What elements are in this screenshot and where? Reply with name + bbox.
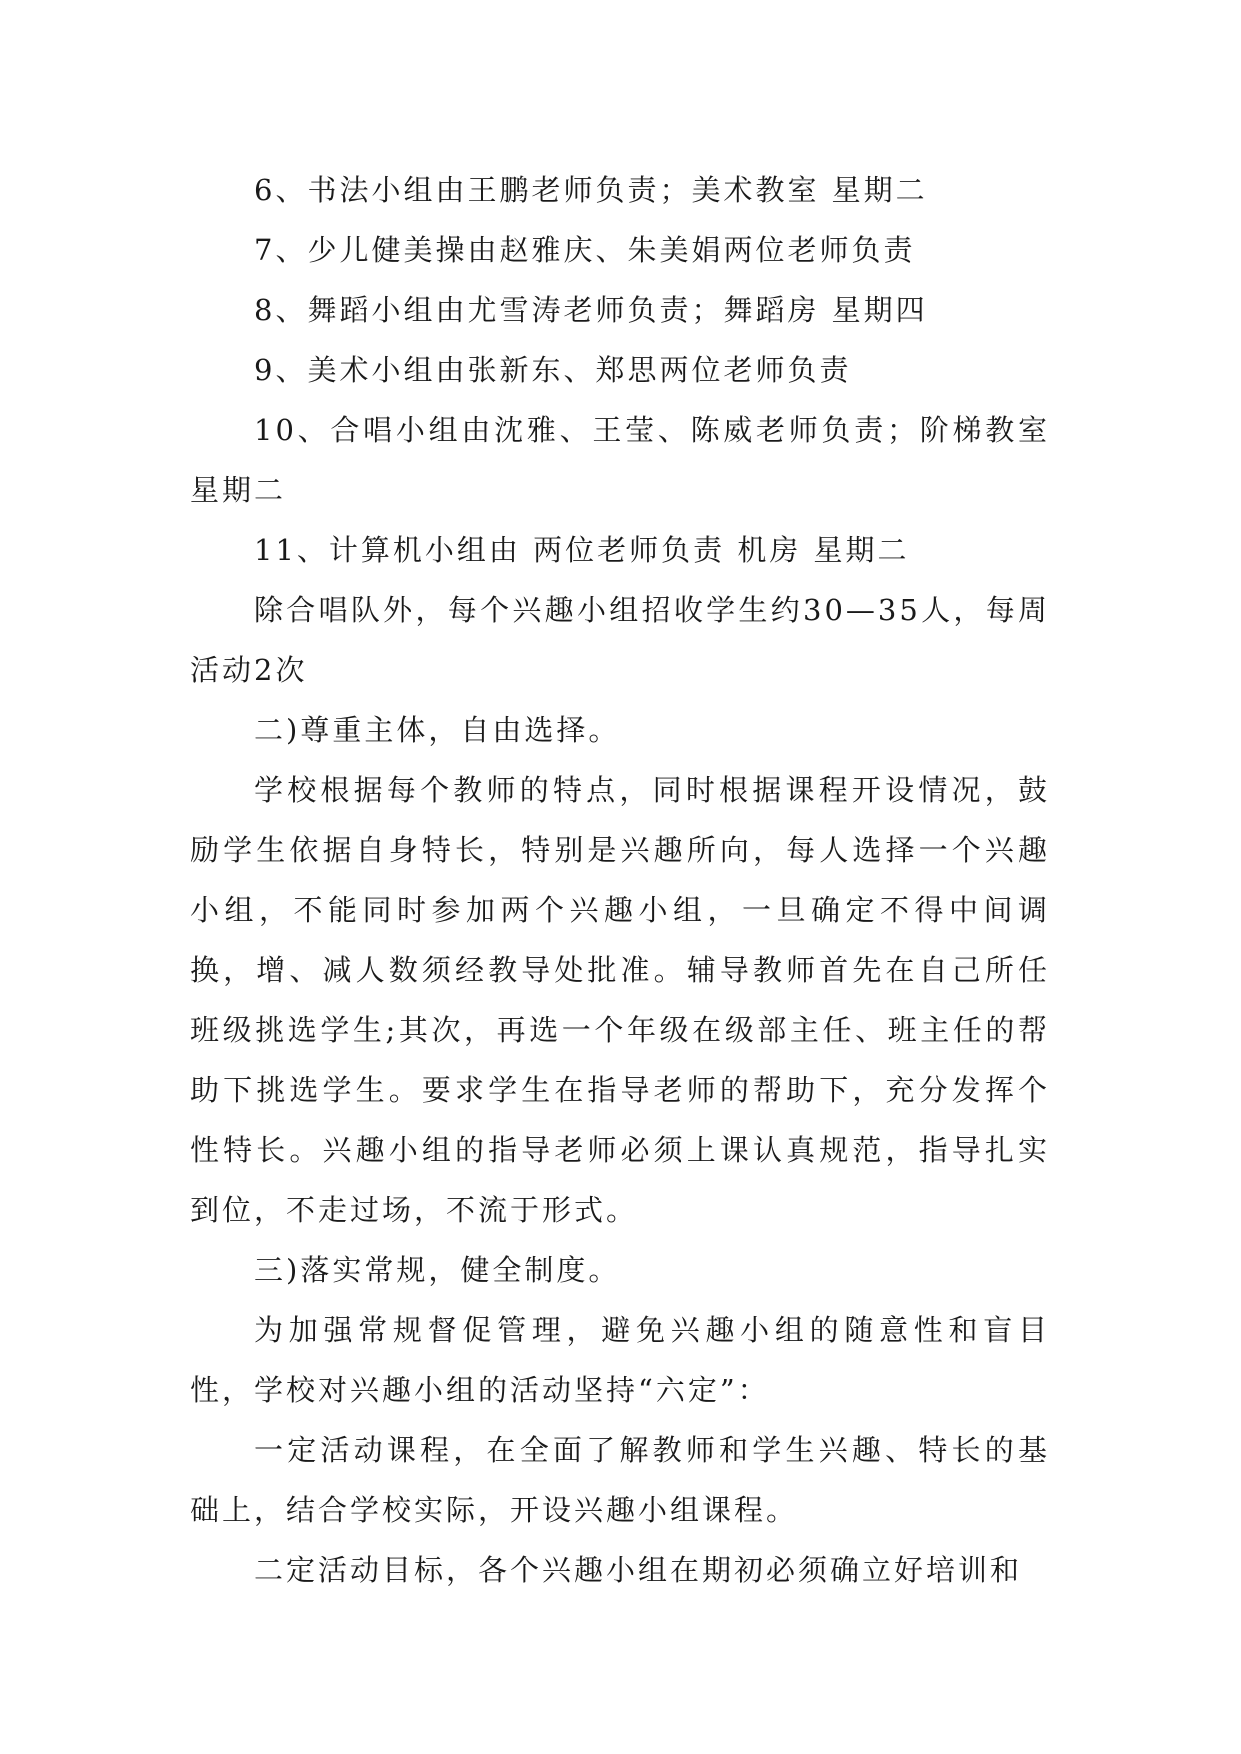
- paragraph-fixed-goals: 二定活动目标，各个兴趣小组在期初必须确立好培训和: [254, 1553, 1023, 1587]
- paragraph-aerobics-group: 7、少儿健美操由赵雅庆、朱美娟两位老师负责: [254, 233, 916, 267]
- section-heading-2: 二)尊重主体，自由选择。: [254, 713, 621, 747]
- paragraph-enrollment-note: 除合唱队外，每个兴趣小组招收学生约30—35人，每周活动2次: [190, 593, 1050, 687]
- paragraph-fixed-curriculum: 一定活动课程，在全面了解教师和学生兴趣、特长的基础上，结合学校实际，开设兴趣小组课程。: [190, 1433, 1050, 1527]
- paragraph-art-group: 9、美术小组由张新东、郑思两位老师负责: [254, 353, 852, 387]
- paragraph-calligraphy-group: 6、书法小组由王鹏老师负责；美术教室 星期二: [254, 173, 928, 207]
- paragraph-selection-rules: 学校根据每个教师的特点，同时根据课程开设情况，鼓励学生依据自身特长，特别是兴趣所向，每人选择一个兴趣小组，不能同时参加两个兴趣小组，一旦确定不得中间调换，增、减人数须经教导处批准。辅导教师首先在自己所任班级挑选学生;其次，再选一个年级在级部主任、班主任的帮助下挑选学生。要求学生在指导老师的帮助下，充分发挥个性特长。兴趣小组的指导老师必须上课认真规范，指导扎实到位，不走过场，不流于形式。: [190, 773, 1050, 1227]
- paragraph-dance-group: 8、舞蹈小组由尤雪涛老师负责；舞蹈房 星期四: [254, 293, 928, 327]
- section-heading-3: 三)落实常规，健全制度。: [254, 1253, 621, 1287]
- paragraph-computer-group: 11、计算机小组由 两位老师负责 机房 星期二: [254, 533, 910, 567]
- paragraph-six-fixed-intro: 为加强常规督促管理，避免兴趣小组的随意性和盲目性，学校对兴趣小组的活动坚持“六定”：: [190, 1313, 1050, 1407]
- document-body: [190, 160, 1050, 1600]
- paragraph-choir-group: 10、合唱小组由沈雅、王莹、陈威老师负责；阶梯教室 星期二: [190, 413, 1050, 507]
